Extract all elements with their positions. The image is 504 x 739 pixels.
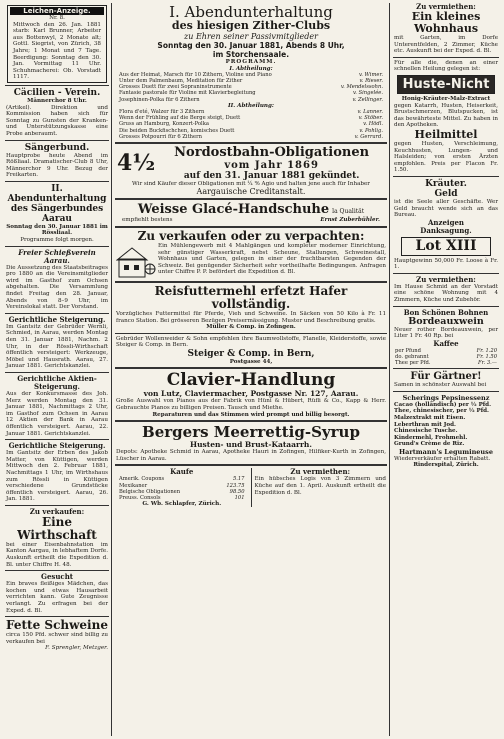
klavier-title: Clavier-Handlung — [166, 370, 336, 391]
program1-item: Unter dem Palmenbaum, Meditation für Zither — [119, 78, 243, 85]
geld-title: Geld — [434, 188, 458, 199]
schering-item: Leberthran mit Jod. — [394, 421, 456, 428]
gericht-title: Gerichtliche Steigerung. — [8, 314, 106, 324]
abt2-heading: II. Abtheilung: — [228, 102, 274, 109]
weisse-quality: la Qualität — [332, 208, 365, 216]
gesucht-title: Gesucht — [40, 572, 74, 582]
stoff-sub: Postgasse 44, — [229, 358, 273, 365]
program2-value: v. Hödl. — [363, 121, 383, 128]
abt1-heading: I. Abtheilung: — [229, 65, 273, 72]
klein-title: Ein kleines Wohnhaus — [411, 10, 481, 35]
schering-item: Cacao (holländisch) per ½ Pfd. — [394, 401, 492, 408]
zither-title: I. Abendunterhaltung — [169, 3, 333, 21]
abend-sub: Sonntag den 30. Januar 1881 im Rössliaal. — [6, 223, 108, 237]
caecilien-sub: Männerchor 8 Uhr. — [27, 97, 87, 104]
nordost-pct: 4½ — [117, 150, 156, 177]
gesucht-body: Ein braves fleißiges Mädchen, das kochen und etwas Hausarbeit verrichten kann. Gute Zeugnisse verlangt. Zu erfragen bei der Exped. d. Bl. — [6, 581, 108, 614]
nordost-title: Nordostbahn-Obligationen — [174, 144, 370, 160]
reis-title: Reisfuttermehl erfetzt Hafer vollständig. — [154, 283, 348, 311]
schering-item: Malzextrakt mit Eisen. — [394, 414, 466, 421]
program1-value: v. Mendelssohn. — [340, 84, 383, 91]
bergers-title: Bergers Meerrettig-Syrup — [142, 423, 360, 442]
saenger-title: Sängerbund. — [24, 142, 90, 153]
leichen-body: Mittwoch den 26. Jan. 1881 starb: Karl Brunner, Arbeiter aus Bottenwyl, 2 Monate alt; Gottl. Siegrist, von Zürich, 38 Jahre; 1 Monat und 7 Tage. Beerdigung: Sonntag den 30. Jan. Vormittag 11 Uhr. Schuhmacherei: Ob. Vorstadt 1117. — [13, 21, 101, 81]
program2-item: Wenn der Frühling auf die Berge steigt, Duett — [119, 115, 241, 122]
reis-body: Vorzügliches Futtermittel für Pferde, Vieh und Schweine. In Säcken von 50 Kilo à Fr. 11 franco Station. Bei grösseren Bezügen Preisermässigung. Muster und Beschreibung gratis. — [116, 310, 386, 324]
program1-item: Aus der Heimat, Marsch für 10 Zithern, Violine und Piano — [119, 72, 272, 79]
husten-box — [397, 75, 495, 94]
hart-body: Wiederverkäufer erhalten Rabatt. — [394, 455, 491, 462]
kaufe-item: Belgische Obligationen — [119, 488, 181, 495]
program-part1 — [119, 72, 383, 102]
program2-value: v. Gerrard. — [354, 133, 383, 140]
anzeigen-title: Anzeigen — [427, 217, 465, 227]
klavier-l3: Reparaturen und das Stimmen wird prompt und billig besorgt. — [152, 411, 350, 418]
geld-body: ist die Seele aller Geschäfte. Wer Geld braucht wende sich an das Bureau. — [394, 198, 498, 219]
kaufe-list — [119, 476, 245, 500]
freier-title: Freier Schießverein Aarau. — [18, 247, 96, 265]
bottom-ads — [113, 468, 389, 507]
vermiethen-title: Zu vermiethen: — [290, 467, 351, 477]
aktien-title: Gerichtliche Aktien-Steigerung. — [17, 373, 97, 391]
program2-value: v. Lanner. — [357, 109, 383, 116]
vermiethen-body: Ein hübsches Logis von 3 Zimmern und Küche auf den 1. April. Auskunft ertheilt die Expedition d. Bl. — [254, 476, 386, 496]
program1-item: Grosses Duett für zwei Sopraninstrumente — [119, 84, 232, 91]
leichen-nr: Nr. 8. — [49, 15, 65, 21]
program2-item: Grosses Potpourri für 6 Zithern — [119, 133, 202, 140]
weisse-sub: empfiehlt bestens — [122, 217, 173, 224]
zither-line2: des hiesigen Zither-Clubs — [171, 19, 331, 32]
saenger-body: Hauptprobe heute Abend im Rößliaal. Dramatischer-Club 8 Uhr, Männerchor 9 Uhr. Bezug der Freikarten. — [6, 152, 108, 179]
program2-row — [119, 134, 383, 140]
bordeaux-body: Neuer rother Bordeauxwein, per Liter 1 Fr. 40 Rp. bei — [394, 326, 498, 340]
kaufe-ad — [113, 468, 252, 507]
program1-value: v. Rieser. — [359, 78, 383, 85]
kaffee-row — [395, 360, 497, 366]
lot-body: Hauptgewinn 50,000 Fr. Loose à Fr. 1. — [394, 257, 498, 271]
schweine-sign: F. Sprengler, Metzger. — [45, 645, 108, 652]
zuverk-title: Zu verkaufen: — [29, 506, 85, 516]
program2-item: Gruss an Hamburg, Konzert-Polka — [119, 121, 209, 128]
program-part2 — [119, 109, 383, 139]
gericht2-title: Gerichtliche Steigerung. — [8, 441, 106, 451]
husten-title: Huste-Nicht — [402, 76, 490, 92]
hart-sign: Rinderspital, Zürich. — [413, 462, 479, 469]
bohnen-title: Bon Schönen Bohnen — [403, 307, 489, 317]
programm-heading: PROGRAMM. — [225, 59, 277, 65]
gericht2-body: Im Gantsitz der Erben des Jakob Matter, von Küttigen, werden Mittwoch den 2. Februar 1881, Nachmittags 1 Uhr, im Wirthshaus zum Rössli in Küttigen verschiedene Grundstücke öffentlich versteigert. Aarau, 26. Jan. 1881. — [6, 450, 108, 503]
freier-body: Die Aussetzung des Staatsbeitrages pro 1880 an die Vereinsmitglieder wird im Gasthof zum Ochsen abgehalten. Die Versammlung findet Freitag den 28. Januar, Abends von 8–9 Uhr, im Vereinslokal statt. Der Vorstand. — [6, 264, 108, 311]
program2-item: Die beiden Buckfischchen, komisches Duett — [119, 127, 235, 134]
zither-line3: zu Ehren seiner Passivmitglieder — [184, 32, 318, 41]
jeder-body: Für alle die, denen an einer schnellen Heilung gelegen ist: — [394, 59, 498, 73]
program2-value: v. Stöber. — [358, 115, 383, 122]
kraeuter-title: Kräuter. — [425, 178, 467, 189]
reis-sign: Müller & Comp. in Zofingen. — [206, 324, 296, 331]
husten-sub: Honig-Kräuter-Malz-Extract — [401, 95, 491, 102]
lot-box — [401, 237, 491, 256]
kaufe-value: 98.50 — [229, 488, 245, 495]
zuverk-body: bei einer Eisenbahnstation im Kanton Aargau, in lebhaftem Dorfe. Auskunft ertheilt die Expedition d. Bl. unter Chiffre H. 48. — [6, 541, 108, 568]
gaertner-title: Für Gärtner! — [410, 371, 482, 383]
aktien-body: Aus der Konkursmasse des Joh. Merz werden Montag den 31. Januar 1881, Nachmittags 2 Uhr, im Gasthof zum Ochsen in Aarau 12 Aktien der Bank in Aarau öffentlich versteigert. Aarau, 22. Januar 1881. Gerichtskanzlei. — [6, 390, 108, 437]
weisse-ad — [117, 202, 385, 217]
newspaper-page — [3, 3, 501, 736]
zither-line5: im Storchensaale. — [212, 50, 290, 59]
bergers-sub: Husten- und Brust-Kataarrh. — [189, 440, 312, 450]
schweine-body: circa 150 Pfd. schwer sind billig zu verkaufen bei — [6, 632, 108, 645]
husten-body: gegen Katarrh, Husten, Heiserkeit, Brustschmerzen, Blutspucken, ist das bewährteste Mittel. Zu haben in den Apotheken. — [394, 102, 498, 129]
caecilien-body: (Artikel). Direktion und Kommission haben sich für Sonntag zu Gunsten der Kranken- und Unterstützungskasse eine Probe anberaumt. — [6, 104, 108, 137]
program1-value: v. Singelée. — [352, 90, 383, 97]
kaufe-value: 123.75 — [226, 482, 245, 489]
kaufe-item: Preuss. Consols — [119, 494, 161, 501]
schweine-title: Fette Schweine — [6, 618, 108, 633]
caecilien-title: Cäcilien - Verein. — [13, 87, 101, 98]
stoff-body: Gebrüder Wollenweider & Sohn empfehlen ihre Baumwollstoffe, Flanelle, Kleiderstoffe, sowie Steiger & Comp. in Bern. — [116, 335, 386, 349]
kaffee-item: do. gebrannt — [395, 353, 429, 360]
kaffee-list — [395, 348, 497, 366]
abend-title: II. Abendunterhaltung des Sängerbundes Aarau — [7, 183, 107, 224]
schering-list — [391, 402, 501, 448]
schering-item: Kindermehl, Frohmehl. — [394, 434, 468, 441]
kaffee-value: Fr. 1.20 — [476, 347, 497, 354]
heil-body: gegen Husten, Verschleimung, Keuchhusten, Lungen- und Halsleiden; von ersten Ärzten empfohlen. Preis per Flacon Fr. 1.50. — [394, 140, 498, 174]
vermiethen-ad — [252, 468, 390, 507]
program1-value: v. Wimer. — [358, 72, 383, 79]
nordost-body: Wir sind Käufer dieser Obligationen mit ¼ % Agio und halten jene auch für Inhaber — [132, 180, 370, 187]
verpachten-title: Zu verkaufen oder zu verpachten: — [137, 228, 365, 243]
nordost-sign: Aargauische Creditanstalt. — [196, 187, 306, 197]
program2-item: Flora d'eté, Walzer für 3 Zithern — [119, 109, 205, 116]
kaufe-item: Mexikaner — [119, 482, 148, 489]
mill-illustration-icon — [116, 245, 156, 279]
klein-body: mit Garten, im Dorfe Unterentfelden, 2 Zimmer, Küche etc. Auskunft bei der Exped. d. Bl. — [394, 35, 498, 55]
column-middle — [113, 3, 390, 736]
stoff-sign: Steiger & Comp. in Bern, — [187, 348, 315, 359]
lot-title: Lot XIII — [415, 237, 477, 254]
zuverk-big: Eine Wirthschaft — [17, 514, 97, 542]
heil-title: Heilmittel — [414, 127, 478, 141]
kaufe-item: Amerik. Coupons — [119, 476, 165, 483]
abend-note: Programme folgt morgen. — [20, 237, 94, 244]
nordost-ad — [117, 146, 385, 181]
nordost-l2: vom Jahr 1869 — [224, 159, 319, 171]
column-left — [3, 3, 112, 736]
column-right — [391, 3, 501, 736]
program1-item: Josephinen-Polka für 6 Zithern — [119, 96, 200, 103]
bordeaux-title: Bordeauxwein — [408, 315, 484, 327]
schering-item: Chinesische Tusche. — [394, 428, 458, 435]
schering-item: Grund's Crème de Riz. — [394, 441, 465, 448]
bergers-body: Depots: Apotheke Schmid in Aarau, Apotheke Hauri in Zofingen, Hilfiker-Kurth in Zofingen, Lüscher in Aarau. — [116, 449, 386, 462]
kaufe-title: Kaufe — [170, 467, 194, 477]
kaffee-value: Fr. 3.— — [478, 360, 497, 367]
vermischt-body: Im Hause Schmid an der Vorstadt eine schöne Wohnung mit 4 Zimmern, Küche und Zubehör. — [394, 283, 498, 304]
vermischt-title: Zu vermiethen: — [416, 274, 476, 284]
kaffee-item: per Pfund — [395, 347, 421, 354]
dank-title: Danksagung. — [420, 225, 472, 235]
gericht-body: Im Gantsitz der Gebrüder Wernli, Schmied, in Aarau, werden Montag den 31. Januar 1881, Nachm. 2 Uhr, in der Rössli-Wirthschaft öffentlich versteigert: Werkzeuge, Möbel und Hausrath. Aarau, 27. Januar 1881. Gerichtskanzlei. — [6, 323, 108, 370]
kaffee-item: Thee per Pfd. — [395, 360, 431, 367]
program1-item: Fantasie pastorale für Violine mit Klavierbegleitung — [119, 90, 256, 97]
hart-title: Hartmann's Legumineuse — [399, 447, 493, 456]
kaufe-value: 5.17 — [232, 476, 245, 483]
leichen-anzeige — [7, 5, 107, 83]
klavier-body: Große Auswahl von Pianos aus der Fabrik von Hüni & Hübert, Rüfli & Co., Kapp & Herr. Gebrauchte Pianos zu billigen Preisen. Tausch und Miethe. — [116, 398, 386, 412]
weisse-title: Weisse Glacé-Handschuhe — [137, 202, 330, 218]
zuverm-title: Zu vermiethen: — [416, 3, 476, 11]
leichen-title: Leichen-Anzeige. — [10, 7, 104, 15]
nordost-l3: auf den 31. Januar 1881 gekündet. — [183, 170, 360, 181]
gaertner-body: Samen in schönster Auswahl bei — [394, 382, 487, 389]
kaufe-sign: G. Wb. Schlapfer, Zürich. — [142, 500, 222, 507]
program2-value: v. Pohlig. — [359, 127, 383, 134]
kaffee-title: Kaffee — [433, 338, 459, 348]
kaufe-value: 101 — [234, 494, 245, 501]
zither-line4: Sonntag den 30. Januar 1881, Abends 8 Uhr, — [157, 41, 345, 50]
program1-value: v. Zellinger. — [352, 96, 383, 103]
weisse-sign: Ernst Zuberbühler. — [320, 217, 380, 224]
verpachten-body: Ein Mühlengewerb mit 4 Mahlgängen und kompleter moderner Einrichtung, sehr günstiger Wasserkraft, nebst Scheune, Stallungen, Schweinestall, Wohnhaus und Garten, gelegen in einer der fruchtbarsten Gegenden der Schweiz. Bei genügender Sicherheit sehr vortheilhafte Bedingungen. Anfragen unter Chiffre P. P. befördert die Expedition d. Bl. — [158, 242, 386, 276]
verpachten-ad — [116, 243, 386, 279]
kaffee-value: Fr. 1.50 — [476, 353, 497, 360]
schering-title: Scherings Pepsinessenz — [402, 393, 490, 402]
klavier-sub: von Lutz, Claviermacher, Postgasse Nr. 127, Aarau. — [143, 389, 359, 399]
schering-item: Thee, chinesischer, per ½ Pfd. — [394, 408, 489, 415]
